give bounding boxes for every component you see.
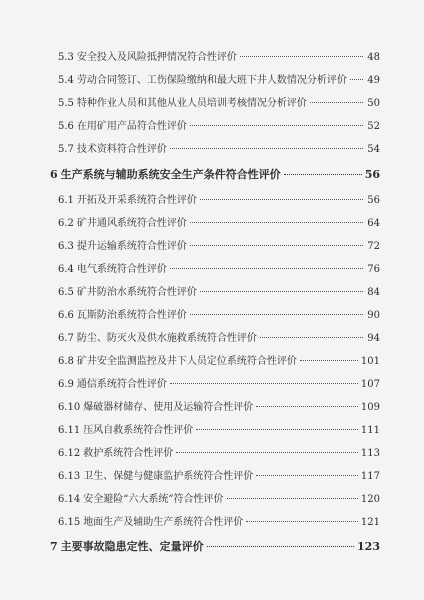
toc-entry-6-12 [58, 446, 380, 462]
toc-entry-5-5 [58, 96, 380, 112]
leader-dots [196, 429, 358, 430]
toc-number: 6.12 [58, 448, 81, 459]
toc-entry-5-4 [58, 73, 380, 89]
toc-page-number: 123 [357, 540, 380, 553]
toc-title: 技术资料符合性评价 [76, 144, 167, 155]
toc-entry-6-2 [58, 216, 380, 232]
toc-number: 6.5 [58, 287, 74, 298]
toc-title: 通信系统符合性评价 [76, 379, 167, 390]
toc-entry-6-11 [58, 423, 380, 439]
toc-title: 安全投入及风险抵押情况符合性评价 [76, 52, 237, 63]
toc-number: 6.7 [58, 333, 74, 344]
toc-title: 矿井防治水系统符合性评价 [76, 287, 197, 298]
toc-number: 6.13 [58, 471, 81, 482]
toc-page-number: 94 [367, 333, 380, 344]
toc-entry-6-9 [58, 377, 380, 393]
toc-title: 开拓及开采系统符合性评价 [76, 195, 197, 206]
leader-dots [170, 148, 363, 149]
toc-title: 矿井安全监测监控及井下人员定位系统符合性评价 [76, 356, 297, 367]
toc-number: 6 [50, 168, 58, 181]
leader-dots [284, 174, 362, 175]
leader-dots [190, 222, 363, 223]
toc-page-number: 107 [360, 379, 380, 390]
toc-number: 6.14 [58, 494, 81, 505]
leader-dots [190, 245, 363, 246]
toc-entry-6-3 [58, 239, 380, 255]
toc-number: 5.5 [58, 98, 74, 109]
toc-page-number: 64 [367, 218, 380, 229]
toc-entry-6-5 [58, 285, 380, 301]
toc-page-number: 52 [367, 121, 380, 132]
toc-page-number: 120 [360, 494, 380, 505]
toc-number: 6.1 [58, 195, 74, 206]
toc-page-number: 76 [367, 264, 380, 275]
toc-title: 特种作业人员和其他从业人员培训考核情况分析评价 [76, 98, 307, 109]
toc-page-number: 84 [367, 287, 380, 298]
toc-entry-5-6 [58, 119, 380, 135]
toc-entry-6-13 [58, 469, 380, 485]
toc-entry-6-4 [58, 262, 380, 278]
leader-dots [200, 291, 363, 292]
toc-title: 矿井通风系统符合性评价 [76, 218, 187, 229]
toc-page-number: 56 [367, 195, 380, 206]
toc-number: 6.6 [58, 310, 74, 321]
toc-page-number: 111 [360, 425, 380, 436]
toc-page-number: 48 [367, 52, 380, 63]
toc-page-number: 54 [367, 144, 380, 155]
leader-dots [207, 546, 354, 547]
toc-page-number: 121 [360, 517, 380, 528]
toc-page-number: 56 [364, 168, 380, 181]
toc-number: 6.15 [58, 517, 81, 528]
toc-page-number: 117 [360, 471, 380, 482]
leader-dots [240, 56, 363, 57]
toc-entry-6-7 [58, 331, 380, 347]
toc-entry-6-10 [58, 400, 380, 416]
toc-title: 主要事故隐患定性、定量评价 [60, 540, 204, 553]
toc-entry-6-8 [58, 354, 380, 370]
toc-page-number: 113 [360, 448, 380, 459]
toc-title: 安全避险“六大系统”符合性评价 [83, 494, 224, 505]
toc-page-number: 72 [367, 241, 380, 252]
leader-dots [256, 406, 358, 407]
toc-title: 劳动合同签订、工伤保险缴纳和最大班下井人数情况分析评价 [76, 75, 347, 86]
toc-page-number: 50 [367, 98, 380, 109]
toc-page-number: 90 [367, 310, 380, 321]
toc-title: 在用矿用产品符合性评价 [76, 121, 187, 132]
toc-number: 6.2 [58, 218, 74, 229]
toc-number: 5.7 [58, 144, 74, 155]
leader-dots [350, 79, 363, 80]
toc-title: 生产系统与辅助系统安全生产条件符合性评价 [60, 168, 281, 181]
leader-dots [260, 337, 363, 338]
toc-number: 6.4 [58, 264, 74, 275]
leader-dots [190, 125, 363, 126]
toc-entry-6-14 [58, 492, 380, 508]
leader-dots [176, 452, 358, 453]
toc-number: 6.9 [58, 379, 74, 390]
leader-dots [310, 102, 363, 103]
leader-dots [170, 383, 358, 384]
toc-entry-6-6 [58, 308, 380, 324]
toc-number: 5.3 [58, 52, 74, 63]
toc-entry-5-7 [58, 142, 380, 158]
toc-entry-chapter-6 [50, 167, 380, 183]
toc-number: 6.11 [58, 425, 81, 436]
toc-title: 防尘、防灭火及供水施救系统符合性评价 [76, 333, 257, 344]
toc-number: 6.8 [58, 356, 74, 367]
toc-number: 6.10 [58, 402, 81, 413]
toc-title: 救护系统符合性评价 [83, 448, 174, 459]
toc-number: 6.3 [58, 241, 74, 252]
toc-number: 5.6 [58, 121, 74, 132]
toc-entry-6-15 [58, 515, 380, 531]
leader-dots [190, 314, 363, 315]
toc-page-number: 49 [367, 75, 380, 86]
toc-page-number: 101 [360, 356, 380, 367]
leader-dots [246, 521, 358, 522]
leader-dots [227, 498, 358, 499]
leader-dots [300, 360, 358, 361]
toc-entry-6-1 [58, 193, 380, 209]
toc-page-number: 109 [360, 402, 380, 413]
leader-dots [200, 199, 363, 200]
toc-title: 提升运输系统符合性评价 [76, 241, 187, 252]
toc-number: 5.4 [58, 75, 74, 86]
toc-title: 压风自救系统符合性评价 [83, 425, 194, 436]
toc-entry-5-3 [58, 50, 380, 66]
toc-entry-chapter-7 [50, 539, 380, 555]
toc-title: 爆破器材储存、使用及运输符合性评价 [83, 402, 254, 413]
toc-title: 电气系统符合性评价 [76, 264, 167, 275]
toc-title: 地面生产及辅助生产系统符合性评价 [83, 517, 244, 528]
leader-dots [256, 475, 358, 476]
leader-dots [170, 268, 363, 269]
toc-title: 卫生、保健与健康监护系统符合性评价 [83, 471, 254, 482]
toc-number: 7 [50, 540, 58, 553]
toc-title: 瓦斯防治系统符合性评价 [76, 310, 187, 321]
